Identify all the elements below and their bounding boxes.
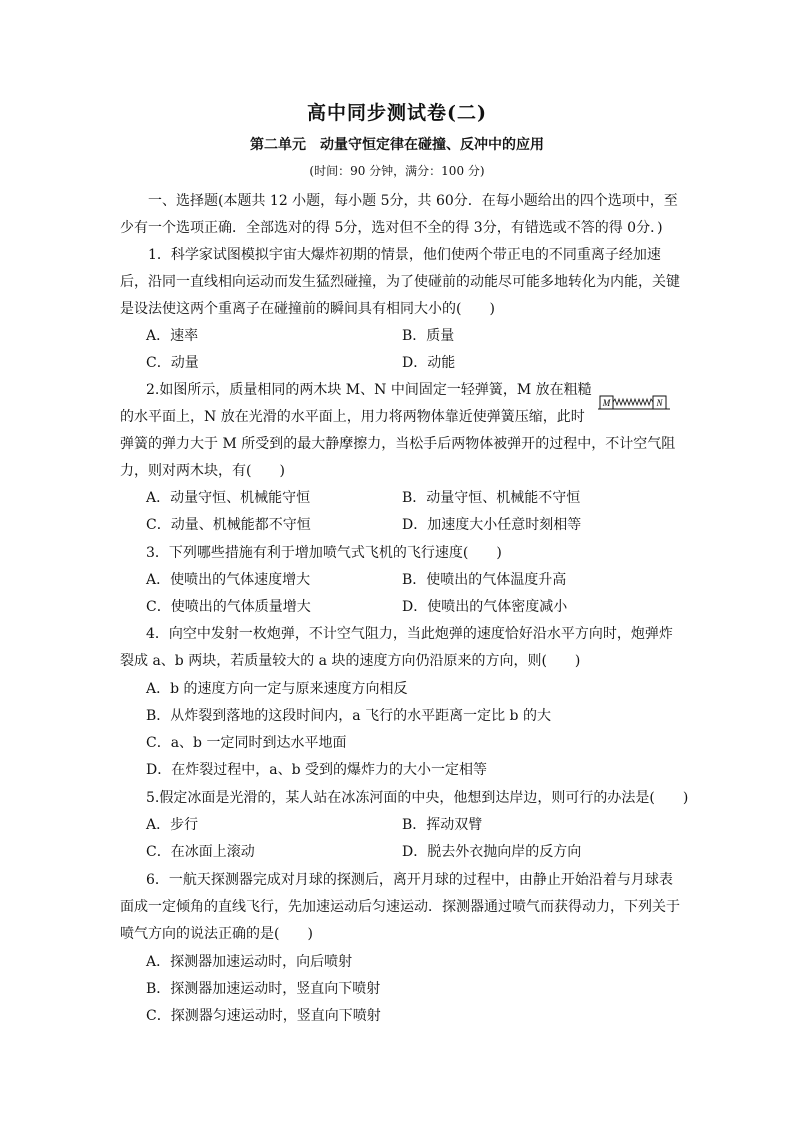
q1-option-c: C．动量 (146, 355, 199, 371)
q4-option-b: B．从炸裂到落地的这段时间内，a 飞行的水平距离一定比 b 的大 (146, 708, 551, 724)
page-title: 高中同步测试卷(二) (307, 102, 487, 124)
question-4-line-2: 裂成 a、b 两块，若质量较大的 a 块的速度方向仍沿原来的方向，则( ) (120, 653, 581, 669)
q2-option-c: C．动量、机械能都不守恒 (146, 517, 311, 533)
spring (613, 399, 653, 405)
q5-option-d: D．脱去外衣抛向岸的反方向 (402, 844, 582, 860)
spring-blocks-figure (598, 392, 670, 412)
q5-option-a: A．步行 (146, 817, 199, 833)
q4-option-c: C．a、b 一定同时到达水平地面 (146, 735, 347, 751)
q3-option-d: D．使喷出的气体密度减小 (402, 599, 568, 615)
q2-option-b: B．动量守恒、机械能不守恒 (402, 490, 581, 506)
q4-option-d: D．在炸裂过程中，a、b 受到的爆炸力的大小一定相等 (146, 762, 487, 778)
question-1-stem: 1．科学家试图模拟宇宙大爆炸初期的情景，他们使两个带正电的不同重离子经加速后，沿同一直线相向运动而发生猛烈碰撞，为了使碰前的动能尽可能多地转化为内能，关键是设法使这两个重离子在碰撞前的瞬间具有相同大小的( ) (120, 247, 680, 317)
q5-option-c: C．在冰面上滚动 (146, 844, 255, 860)
q5-option-b: B．挥动双臂 (402, 817, 483, 833)
question-5-stem: 5.假定冰面是光滑的，某人站在冰冻河面的中央，他想到达岸边，则可行的办法是( ) (146, 790, 689, 806)
q1-option-a: A．速率 (146, 328, 199, 344)
question-4-line-1: 4．向空中发射一枚炮弹，不计空气阻力，当此炮弹的速度恰好沿水平方向时，炮弹炸 (146, 626, 673, 642)
q6-option-c: C．探测器匀速运动时，竖直向下喷射 (146, 1008, 381, 1024)
q3-option-a: A．使喷出的气体速度增大 (146, 572, 311, 588)
q6-option-b: B．探测器加速运动时，竖直向下喷射 (146, 981, 381, 997)
q2-option-a: A．动量守恒、机械能守恒 (146, 490, 311, 506)
question-2-line-2: 的水平面上，N 放在光滑的水平面上，用力将两物体靠近使弹簧压缩，此时 (120, 409, 585, 425)
q6-option-a: A．探测器加速运动时，向后喷射 (146, 954, 353, 970)
block-m-label: M (602, 398, 611, 408)
block-n-label: N (656, 398, 663, 408)
question-6-line-1: 6．一航天探测器完成对月球的探测后，离开月球的过程中，由静止开始沿着与月球表 (146, 872, 673, 888)
q3-option-c: C．使喷出的气体质量增大 (146, 599, 311, 615)
section-intro: 一、选择题(本题共 12 小题，每小题 5分，共 60分．在每小题给出的四个选项中，至少有一个选项正确．全部选对的得 5分，选对但不全的得 3分，有错选或不答的得 0分．) (120, 193, 678, 236)
question-2-line-4: 力，则对两木块，有( ) (120, 463, 285, 479)
question-6-line-2: 面成一定倾角的直线飞行，先加速运动后匀速运动．探测器通过喷气而获得动力，下列关于 (120, 899, 680, 915)
question-6-line-3: 喷气方向的说法正确的是( ) (120, 926, 313, 942)
q3-option-b: B．使喷出的气体温度升高 (402, 572, 567, 588)
q1-option-d: D．动能 (402, 355, 456, 371)
unit-subtitle: 第二单元 动量守恒定律在碰撞、反冲中的应用 (250, 137, 544, 153)
question-3-stem: 3．下列哪些措施有利于增加喷气式飞机的飞行速度( ) (146, 545, 502, 561)
question-2-line-3: 弹簧的弹力大于 M 所受到的最大静摩擦力，当松手后两物体被弹开的过程中，不计空气阻 (120, 436, 676, 452)
q4-option-a: A．b 的速度方向一定与原来速度方向相反 (146, 681, 408, 697)
q2-option-d: D．加速度大小任意时刻相等 (402, 517, 582, 533)
question-2-line-1: 2.如图所示，质量相同的两木块 M、N 中间固定一轻弹簧，M 放在粗糙 (146, 382, 592, 398)
q1-option-b: B．质量 (402, 328, 455, 344)
exam-meta: (时间：90 分钟，满分：100 分) (309, 164, 485, 178)
